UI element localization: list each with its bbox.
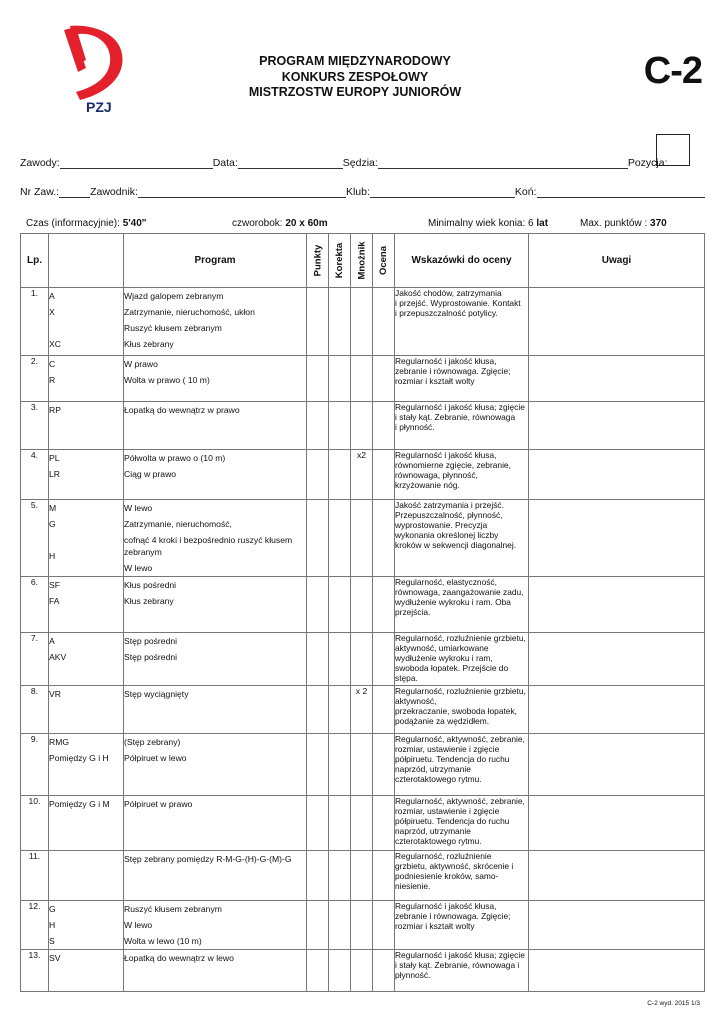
ocena-cell[interactable] bbox=[373, 577, 395, 633]
ocena-cell[interactable] bbox=[373, 734, 395, 796]
logo-text: PZJ bbox=[86, 99, 112, 115]
wskazowki-text bbox=[395, 851, 529, 901]
row-number: 5. bbox=[21, 500, 49, 577]
hint-line: równomierne zgięcie, zebranie, bbox=[395, 460, 511, 470]
movement-letter: Pomiędzy G i M bbox=[49, 799, 110, 809]
movement-letters bbox=[49, 450, 124, 500]
punkty-cell[interactable] bbox=[307, 950, 329, 992]
max-info bbox=[580, 218, 667, 229]
movement-letter: G bbox=[49, 904, 56, 914]
korekta-cell[interactable] bbox=[329, 851, 351, 901]
program-line: Ciąg w prawo bbox=[124, 469, 177, 479]
czas-info bbox=[26, 218, 147, 229]
program-line: Stęp zebrany pomiędzy R-M-G-(H)-G-(M)-G bbox=[124, 854, 292, 864]
ocena-cell[interactable] bbox=[373, 500, 395, 577]
hint-line: Regularność i jakość kłusa; zgięcie bbox=[395, 402, 525, 412]
korekta-cell[interactable] bbox=[329, 356, 351, 402]
kon-label: Koń: bbox=[514, 186, 537, 198]
korekta-cell[interactable] bbox=[329, 450, 351, 500]
ocena-cell[interactable] bbox=[373, 633, 395, 686]
header-mnoznik bbox=[351, 234, 373, 288]
uwagi-cell[interactable] bbox=[529, 950, 705, 992]
table-row bbox=[21, 633, 705, 686]
wskazowki-text bbox=[395, 950, 529, 992]
max-label: Max. punktów : bbox=[580, 218, 648, 229]
nr-zaw-label: Nr Zaw.: bbox=[20, 186, 60, 198]
uwagi-cell[interactable] bbox=[529, 851, 705, 901]
hint-line: podniesienie kroków, samo- bbox=[395, 871, 499, 881]
mnoznik-cell bbox=[351, 796, 373, 851]
hint-line: grzbietu, aktywność, skrócenie i bbox=[395, 861, 514, 871]
data-field[interactable] bbox=[238, 157, 343, 169]
hint-line: Regularność i jakość kłusa, bbox=[395, 356, 497, 366]
punkty-cell[interactable] bbox=[307, 577, 329, 633]
program-line: W lewo bbox=[124, 563, 153, 573]
movement-letter: FA bbox=[49, 596, 60, 606]
table-row bbox=[21, 450, 705, 500]
movement-letter: SF bbox=[49, 580, 60, 590]
arena-value: 20 x 60m bbox=[285, 218, 328, 229]
movement-letters bbox=[49, 734, 124, 796]
header-lp: Lp. bbox=[21, 234, 49, 288]
movement-letter: RP bbox=[49, 405, 61, 415]
program-text bbox=[124, 796, 307, 851]
wskazowki-text bbox=[395, 402, 529, 450]
movement-letters bbox=[49, 796, 124, 851]
movement-letters bbox=[49, 686, 124, 734]
arena-info bbox=[232, 218, 328, 229]
header-wskazowki: Wskazówki do oceny bbox=[395, 234, 529, 288]
movement-letter bbox=[49, 320, 123, 336]
wskazowki-text bbox=[395, 500, 529, 577]
korekta-cell[interactable] bbox=[329, 796, 351, 851]
row-number: 6. bbox=[21, 577, 49, 633]
table-row bbox=[21, 577, 705, 633]
program-line: Ruszyć kłusem zebranym bbox=[124, 323, 222, 333]
movement-letter bbox=[49, 532, 123, 548]
table-row bbox=[21, 950, 705, 992]
hint-line: Regularność i jakość kłusa; zgięcie bbox=[395, 950, 525, 960]
header-mnoznik-text: Mnożnik bbox=[356, 241, 367, 280]
program-text bbox=[124, 734, 307, 796]
arena-label: czworobok: bbox=[232, 218, 283, 229]
hint-line: zebranie i równowaga. Zgięcie; bbox=[395, 366, 511, 376]
header-movement bbox=[49, 234, 124, 288]
movement-letters bbox=[49, 577, 124, 633]
header-ocena bbox=[373, 234, 395, 288]
punkty-cell[interactable] bbox=[307, 288, 329, 356]
hint-line: krzyżowanie nóg. bbox=[395, 480, 460, 490]
mnoznik-cell bbox=[351, 851, 373, 901]
movement-letters bbox=[49, 851, 124, 901]
punkty-cell[interactable] bbox=[307, 851, 329, 901]
hint-line: Jakość zatrzymania i przejść. bbox=[395, 500, 504, 510]
movement-letter: R bbox=[49, 375, 56, 385]
movement-letters bbox=[49, 500, 124, 577]
program-line: Kłus pośredni bbox=[124, 580, 177, 590]
klub-label: Klub: bbox=[345, 186, 370, 198]
hint-line: Regularność, elastyczność, bbox=[395, 577, 497, 587]
program-line: Wjazd galopem zebranym bbox=[124, 291, 224, 301]
movement-letter bbox=[49, 851, 123, 867]
uwagi-cell[interactable] bbox=[529, 402, 705, 450]
program-line: Półpiruet w prawo bbox=[124, 799, 193, 809]
program-line: Kłus zebrany bbox=[124, 339, 174, 349]
korekta-cell[interactable] bbox=[329, 950, 351, 992]
movement-letter: X bbox=[49, 307, 55, 317]
movement-letter: XC bbox=[49, 339, 61, 349]
czas-label: Czas (informacyjnie): bbox=[26, 218, 120, 229]
zawodnik-field[interactable] bbox=[138, 186, 346, 198]
mnoznik-cell bbox=[351, 577, 373, 633]
row-number: 3. bbox=[21, 402, 49, 450]
header-ocena-text: Ocena bbox=[378, 245, 390, 276]
zawodnik-label: Zawodnik: bbox=[90, 186, 138, 198]
program-line: Półpiruet w lewo bbox=[124, 753, 187, 763]
mnoznik-cell bbox=[351, 288, 373, 356]
czas-value: 5'40" bbox=[122, 218, 147, 229]
wskazowki-text bbox=[395, 686, 529, 734]
program-line: Zatrzymanie, nieruchomość, bbox=[124, 519, 232, 529]
hint-line: przejścia. bbox=[395, 607, 431, 617]
hint-line: stępa. bbox=[395, 673, 418, 683]
wskazowki-text bbox=[395, 901, 529, 950]
korekta-cell[interactable] bbox=[329, 633, 351, 686]
kon-field[interactable] bbox=[537, 186, 705, 198]
ocena-cell[interactable] bbox=[373, 288, 395, 356]
header-uwagi: Uwagi bbox=[529, 234, 705, 288]
wiek-label: Minimalny wiek konia: 6 bbox=[428, 218, 534, 229]
uwagi-cell[interactable] bbox=[529, 288, 705, 356]
program-line: Stęp pośredni bbox=[124, 652, 178, 662]
punkty-cell[interactable] bbox=[307, 402, 329, 450]
wskazowki-text bbox=[395, 577, 529, 633]
mnoznik-cell bbox=[351, 950, 373, 992]
page-title bbox=[200, 54, 510, 101]
hint-line: równowaga, zaangażowanie zadu, bbox=[395, 587, 524, 597]
hint-line: i przejść. Wyprostowanie. Kontakt bbox=[395, 298, 521, 308]
form-code: C-2 bbox=[643, 50, 702, 92]
program-text bbox=[124, 577, 307, 633]
pozycja-label: Pozycja: bbox=[627, 157, 668, 169]
movement-letters bbox=[49, 950, 124, 992]
punkty-cell[interactable] bbox=[307, 901, 329, 950]
hint-line: wykonania określonej liczby bbox=[395, 530, 499, 540]
program-text bbox=[124, 633, 307, 686]
row-number: 9. bbox=[21, 734, 49, 796]
wskazowki-text bbox=[395, 356, 529, 402]
mnoznik-cell bbox=[351, 633, 373, 686]
movement-letters bbox=[49, 356, 124, 402]
hint-line: aktywność, umiarkowane bbox=[395, 643, 489, 653]
ocena-cell[interactable] bbox=[373, 402, 395, 450]
program-line: Stęp pośredni bbox=[124, 636, 178, 646]
hint-line: naprzód, utrzymanie bbox=[395, 826, 471, 836]
pozycja-box[interactable] bbox=[656, 134, 690, 166]
hint-line: Regularność, aktywność, zebranie, bbox=[395, 734, 525, 744]
hint-line: i płynność. bbox=[395, 422, 435, 432]
hint-line: czterotaktowego rytmu. bbox=[395, 774, 482, 784]
uwagi-cell[interactable] bbox=[529, 901, 705, 950]
table-row bbox=[21, 402, 705, 450]
punkty-cell[interactable] bbox=[307, 796, 329, 851]
punkty-cell[interactable] bbox=[307, 500, 329, 577]
movement-letter: AKV bbox=[49, 652, 67, 662]
title-line-2: KONKURS ZESPOŁOWY bbox=[281, 69, 429, 84]
movement-letter: G bbox=[49, 519, 56, 529]
movement-letter: RMG bbox=[49, 737, 70, 747]
program-text bbox=[124, 288, 307, 356]
hint-line: płynność. bbox=[395, 970, 431, 980]
hint-line: wyprostowanie. Precyzja bbox=[395, 520, 488, 530]
row-number: 2. bbox=[21, 356, 49, 402]
movement-letter: H bbox=[49, 920, 56, 930]
punkty-cell[interactable] bbox=[307, 450, 329, 500]
uwagi-cell[interactable] bbox=[529, 356, 705, 402]
field-row-2 bbox=[20, 186, 705, 198]
movement-letter: A bbox=[49, 291, 55, 301]
korekta-cell[interactable] bbox=[329, 577, 351, 633]
hint-line: zebranie i równowaga. Zgięcie; bbox=[395, 911, 511, 921]
row-number: 13. bbox=[21, 950, 49, 992]
hint-line: aktywność, bbox=[395, 696, 437, 706]
sedzia-label: Sędzia: bbox=[342, 157, 378, 169]
ocena-cell[interactable] bbox=[373, 796, 395, 851]
table-row bbox=[21, 686, 705, 734]
sedzia-field[interactable] bbox=[378, 157, 628, 169]
mnoznik-cell bbox=[351, 402, 373, 450]
pzj-logo bbox=[56, 20, 132, 115]
uwagi-cell[interactable] bbox=[529, 577, 705, 633]
table-row bbox=[21, 288, 705, 356]
header-korekta-text: Korekta bbox=[334, 242, 345, 279]
punkty-cell[interactable] bbox=[307, 356, 329, 402]
row-number: 1. bbox=[21, 288, 49, 356]
program-line: W lewo bbox=[124, 920, 153, 930]
hint-line: wydłużenie wykroku i ram, bbox=[395, 653, 493, 663]
zawody-label: Zawody: bbox=[20, 157, 60, 169]
data-label: Data: bbox=[212, 157, 238, 169]
uwagi-cell[interactable] bbox=[529, 633, 705, 686]
program-line: Półwolta w prawo o (10 m) bbox=[124, 453, 226, 463]
hint-line: czterotaktowego rytmu. bbox=[395, 836, 482, 846]
program-line: W prawo bbox=[124, 359, 158, 369]
program-text bbox=[124, 950, 307, 992]
table-row bbox=[21, 901, 705, 950]
hint-line: podążanie za wędzidłem. bbox=[395, 716, 490, 726]
wskazowki-text bbox=[395, 288, 529, 356]
program-text bbox=[124, 901, 307, 950]
row-number: 12. bbox=[21, 901, 49, 950]
hint-line: równowaga, płynność, bbox=[395, 470, 478, 480]
program-line: Łopatką do wewnątrz w lewo bbox=[124, 953, 234, 963]
korekta-cell[interactable] bbox=[329, 734, 351, 796]
program-text bbox=[124, 500, 307, 577]
program-line: Wolta w prawo ( 10 m) bbox=[124, 375, 210, 385]
program-text bbox=[124, 686, 307, 734]
header-program: Program bbox=[124, 234, 307, 288]
movement-letter: C bbox=[49, 359, 56, 369]
hint-line: rozmiar i kształt wolty bbox=[395, 376, 475, 386]
program-text bbox=[124, 851, 307, 901]
header-korekta bbox=[329, 234, 351, 288]
ocena-cell[interactable] bbox=[373, 950, 395, 992]
wskazowki-text bbox=[395, 734, 529, 796]
table-body bbox=[21, 288, 705, 992]
table-row bbox=[21, 734, 705, 796]
hint-line: Regularność, aktywność, zebranie, bbox=[395, 796, 525, 806]
hint-line: i stały kąt. Zebranie, równowaga i bbox=[395, 960, 520, 970]
wskazowki-text bbox=[395, 796, 529, 851]
mnoznik-cell: x 2 bbox=[351, 686, 373, 734]
wiek-info bbox=[428, 218, 548, 229]
program-line: Zatrzymanie, nieruchomość, ukłon bbox=[124, 307, 255, 317]
korekta-cell[interactable] bbox=[329, 500, 351, 577]
movement-letters bbox=[49, 288, 124, 356]
zawody-field[interactable] bbox=[60, 157, 213, 169]
korekta-cell[interactable] bbox=[329, 402, 351, 450]
row-number: 11. bbox=[21, 851, 49, 901]
uwagi-cell[interactable] bbox=[529, 500, 705, 577]
wskazowki-text bbox=[395, 450, 529, 500]
row-number: 8. bbox=[21, 686, 49, 734]
title-line-3: MISTRZOSTW EUROPY JUNIORÓW bbox=[248, 85, 462, 99]
hint-line: naprzód, utrzymanie bbox=[395, 764, 471, 774]
nr-zaw-field[interactable] bbox=[59, 186, 90, 198]
movement-letter: LR bbox=[49, 469, 60, 479]
hint-line: wydłużenie wykroku i ram. Oba bbox=[395, 597, 511, 607]
ocena-cell[interactable] bbox=[373, 901, 395, 950]
hint-line: i przepuszczalność potylicy. bbox=[395, 308, 498, 318]
hint-line: kroków w sekwencji diagonalnej. bbox=[395, 540, 517, 550]
hint-line: Regularność, rozluźnienie bbox=[395, 851, 492, 861]
korekta-cell[interactable] bbox=[329, 288, 351, 356]
program-line: cofnąć 4 kroki i bezpośrednio ruszyć kłusem zebranym bbox=[124, 535, 293, 557]
program-line: Wolta w lewo (10 m) bbox=[124, 936, 202, 946]
program-text bbox=[124, 356, 307, 402]
uwagi-cell[interactable] bbox=[529, 734, 705, 796]
wiek-unit: lat bbox=[536, 218, 549, 229]
uwagi-cell[interactable] bbox=[529, 796, 705, 851]
field-row-1 bbox=[20, 157, 668, 169]
movement-letters bbox=[49, 402, 124, 450]
hint-line: półpiruetu. Tendencja do ruchu bbox=[395, 754, 510, 764]
movement-letter: PL bbox=[49, 453, 60, 463]
program-line: Kłus zebrany bbox=[124, 596, 174, 606]
header-punkty-text: Punkty bbox=[312, 244, 323, 277]
punkty-cell[interactable] bbox=[307, 633, 329, 686]
ocena-cell[interactable] bbox=[373, 356, 395, 402]
hint-line: rozmiar, ustawienie i zgięcie bbox=[395, 806, 500, 816]
row-number: 4. bbox=[21, 450, 49, 500]
hint-line: Jakość chodów, zatrzymania bbox=[395, 288, 502, 298]
punkty-cell[interactable] bbox=[307, 734, 329, 796]
mnoznik-cell bbox=[351, 356, 373, 402]
hint-line: Regularność, rozluźnienie grzbietu, bbox=[395, 686, 526, 696]
movement-letters bbox=[49, 901, 124, 950]
movement-letter: M bbox=[49, 503, 57, 513]
hint-line: niesienie. bbox=[395, 881, 431, 891]
table-row bbox=[21, 356, 705, 402]
scoring-table bbox=[20, 233, 705, 992]
ocena-cell[interactable] bbox=[373, 851, 395, 901]
hint-line: swoboda łopatek. Przejście do bbox=[395, 663, 509, 673]
header-punkty bbox=[307, 234, 329, 288]
hint-line: rozmiar i kształt wolty bbox=[395, 921, 475, 931]
table-header-row bbox=[21, 234, 705, 288]
program-text bbox=[124, 450, 307, 500]
korekta-cell[interactable] bbox=[329, 686, 351, 734]
uwagi-cell[interactable] bbox=[529, 686, 705, 734]
movement-letters bbox=[49, 633, 124, 686]
movement-letter: S bbox=[49, 936, 55, 946]
ocena-cell[interactable] bbox=[373, 450, 395, 500]
program-line: (Stęp zebrany) bbox=[124, 737, 181, 747]
wskazowki-text bbox=[395, 633, 529, 686]
mnoznik-cell bbox=[351, 500, 373, 577]
program-text bbox=[124, 402, 307, 450]
punkty-cell[interactable] bbox=[307, 686, 329, 734]
movement-letter: A bbox=[49, 636, 55, 646]
row-number: 7. bbox=[21, 633, 49, 686]
hint-line: rozmiar, ustawienie i zgięcie bbox=[395, 744, 500, 754]
movement-letter: Pomiędzy G i H bbox=[49, 753, 109, 763]
max-value: 370 bbox=[650, 218, 667, 229]
mnoznik-cell bbox=[351, 734, 373, 796]
footer-page-info: C-2 wyd. 2015 1/3 bbox=[647, 1000, 700, 1007]
hint-line: i stały kąt. Zebranie, równowaga bbox=[395, 412, 516, 422]
program-line: Ruszyć kłusem zebranym bbox=[124, 904, 222, 914]
korekta-cell[interactable] bbox=[329, 901, 351, 950]
ocena-cell[interactable] bbox=[373, 686, 395, 734]
hint-line: Regularność i jakość kłusa, bbox=[395, 901, 497, 911]
program-line: W lewo bbox=[124, 503, 153, 513]
program-line: Łopatką do wewnątrz w prawo bbox=[124, 405, 240, 415]
uwagi-cell[interactable] bbox=[529, 450, 705, 500]
movement-letter: SV bbox=[49, 953, 61, 963]
table-row bbox=[21, 796, 705, 851]
hint-line: półpiruetu. Tendencja do ruchu bbox=[395, 816, 510, 826]
klub-field[interactable] bbox=[370, 186, 515, 198]
mnoznik-cell: x2 bbox=[351, 450, 373, 500]
program-line: Stęp wyciągnięty bbox=[124, 689, 189, 699]
hint-line: przekraczanie, swoboda łopatek, bbox=[395, 706, 517, 716]
mnoznik-cell bbox=[351, 901, 373, 950]
table-row bbox=[21, 851, 705, 901]
table-row bbox=[21, 500, 705, 577]
movement-letter: VR bbox=[49, 689, 61, 699]
title-line-1: PROGRAM MIĘDZYNARODOWY bbox=[259, 54, 451, 68]
hint-line: Regularność, rozluźnienie grzbietu, bbox=[395, 633, 526, 643]
hint-line: Przepuszczalność, płynność, bbox=[395, 510, 503, 520]
hint-line: Regularność i jakość kłusa, bbox=[395, 450, 497, 460]
movement-letter: H bbox=[49, 551, 56, 561]
row-number: 10. bbox=[21, 796, 49, 851]
